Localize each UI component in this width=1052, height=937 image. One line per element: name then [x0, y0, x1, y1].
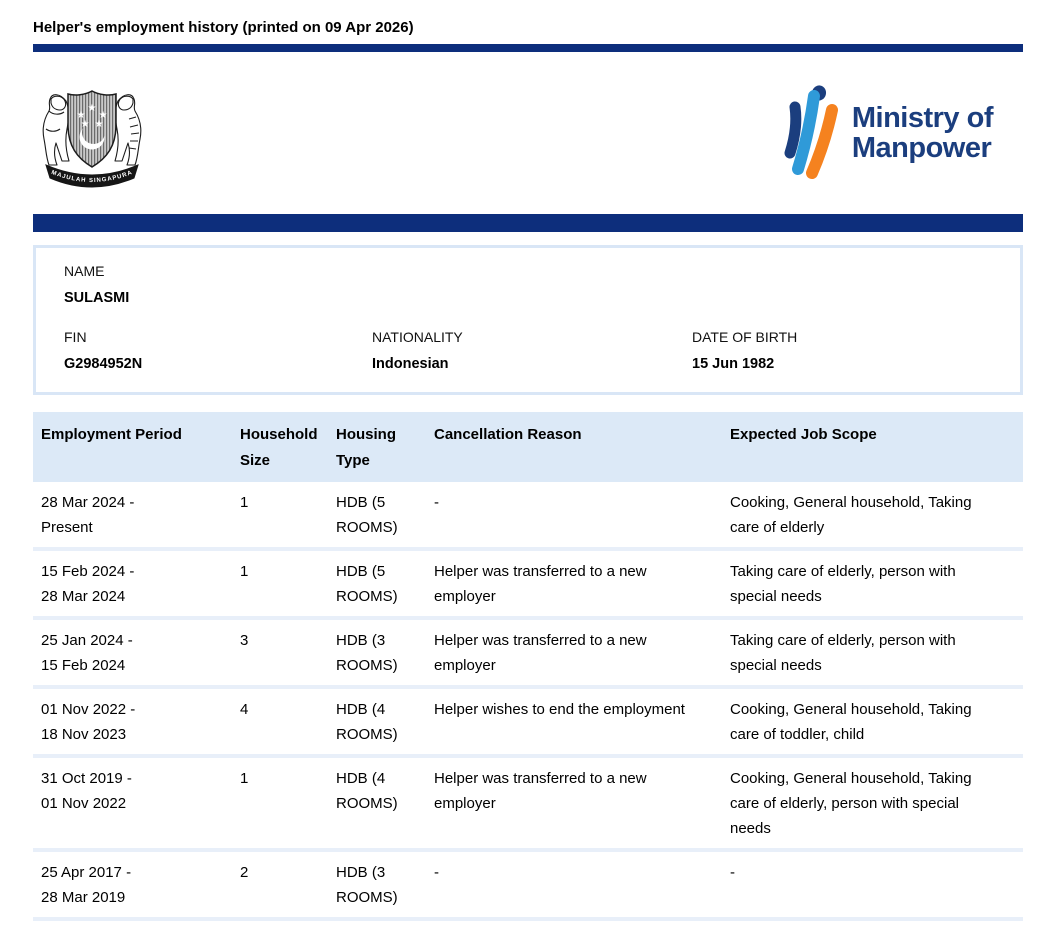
- cell-housing-type: HDB (4 ROOMS): [336, 701, 398, 743]
- fin-field: [64, 324, 372, 378]
- nationality-field: [372, 324, 692, 378]
- svg-text:★: ★: [94, 119, 104, 130]
- page-title: Helper's employment history (printed on 09 Apr 2026): [33, 19, 414, 36]
- table-row: [33, 482, 1023, 551]
- cell-housing-type: HDB (3 ROOMS): [336, 632, 398, 674]
- cell-expected-job-scope: Cooking, General household, Taking care of toddler, child: [730, 701, 972, 743]
- cell-employment-period: 01 Nov 2022 - 18 Nov 2023: [41, 701, 136, 743]
- cell-housing-type: HDB (4 ROOMS): [336, 770, 398, 812]
- cell-household-size: 3: [240, 632, 249, 649]
- mom-logo-mark-icon: [781, 83, 843, 183]
- col-header-expected-job-scope: Expected Job Scope: [730, 426, 877, 443]
- cell-housing-type: HDB (5 ROOMS): [336, 494, 398, 536]
- title-underline-rule: [33, 44, 1023, 52]
- cell-housing-type: HDB (5 ROOMS): [336, 563, 398, 605]
- svg-text:★: ★: [80, 119, 90, 130]
- table-row: [33, 689, 1023, 758]
- cell-cancellation-reason: Helper was transferred to a new employer: [434, 563, 647, 605]
- dob-label: DATE OF BIRTH: [692, 329, 798, 345]
- mom-logo-line2: Manpower: [851, 132, 992, 164]
- fin-label: FIN: [64, 329, 87, 345]
- cell-employment-period: 31 Oct 2019 - 01 Nov 2022: [41, 770, 132, 812]
- name-label: NAME: [64, 263, 105, 279]
- table-row: [33, 620, 1023, 689]
- table-row: [33, 551, 1023, 620]
- singapore-coat-of-arms-icon: [40, 77, 144, 189]
- cell-employment-period: 25 Apr 2017 - 28 Mar 2019: [41, 864, 132, 906]
- cell-cancellation-reason: -: [434, 494, 439, 511]
- cell-cancellation-reason: Helper wishes to end the employment: [434, 701, 685, 718]
- name-value: SULASMI: [64, 290, 130, 306]
- mom-logo-wordmark: [852, 103, 993, 163]
- cell-household-size: 4: [240, 701, 249, 718]
- svg-text:★: ★: [76, 110, 86, 121]
- col-header-employment-period: Employment Period: [41, 426, 182, 443]
- cell-expected-job-scope: -: [730, 864, 735, 881]
- cell-household-size: 1: [240, 770, 249, 787]
- table-row: [33, 758, 1023, 852]
- cell-housing-type: HDB (3 ROOMS): [336, 864, 398, 906]
- mom-logo: [781, 83, 993, 183]
- cell-household-size: 1: [240, 563, 249, 580]
- cell-cancellation-reason: Helper was transferred to a new employer: [434, 770, 647, 812]
- dob-value: 15 Jun 1982: [692, 356, 775, 372]
- col-header-household-size: Household Size: [240, 426, 318, 469]
- nationality-value: Indonesian: [372, 356, 449, 372]
- table-row: [33, 852, 1023, 921]
- employment-history-table: [33, 412, 1023, 921]
- col-header-housing-type: Housing Type: [336, 426, 396, 469]
- letterhead: [33, 52, 1023, 214]
- cell-employment-period: 28 Mar 2024 - Present: [41, 494, 135, 536]
- cell-employment-period: 25 Jan 2024 - 15 Feb 2024: [41, 632, 133, 674]
- col-header-cancellation-reason: Cancellation Reason: [434, 426, 582, 443]
- helper-profile-box: [33, 245, 1023, 395]
- cell-expected-job-scope: Cooking, General household, Taking care of elderly, person with special needs: [730, 770, 972, 837]
- cell-expected-job-scope: Cooking, General household, Taking care of elderly: [730, 494, 972, 536]
- mom-logo-line1: Ministry of: [851, 102, 993, 134]
- cell-expected-job-scope: Taking care of elderly, person with special needs: [730, 563, 956, 605]
- section-divider-bar: [33, 214, 1023, 232]
- cell-expected-job-scope: Taking care of elderly, person with special needs: [730, 632, 956, 674]
- svg-text:★: ★: [98, 110, 108, 121]
- nationality-label: NATIONALITY: [372, 329, 463, 345]
- svg-text:★: ★: [87, 103, 97, 114]
- dob-field: [692, 324, 1000, 378]
- fin-value: G2984952N: [64, 356, 143, 372]
- crest-banner-text: MAJULAH SINGAPURA: [50, 169, 134, 185]
- cell-cancellation-reason: -: [434, 864, 439, 881]
- cell-cancellation-reason: Helper was transferred to a new employer: [434, 632, 647, 674]
- cell-household-size: 2: [240, 864, 249, 881]
- cell-household-size: 1: [240, 494, 249, 511]
- table-header-row: [33, 412, 1023, 482]
- employment-table-body: [33, 482, 1023, 921]
- cell-employment-period: 15 Feb 2024 - 28 Mar 2024: [41, 563, 135, 605]
